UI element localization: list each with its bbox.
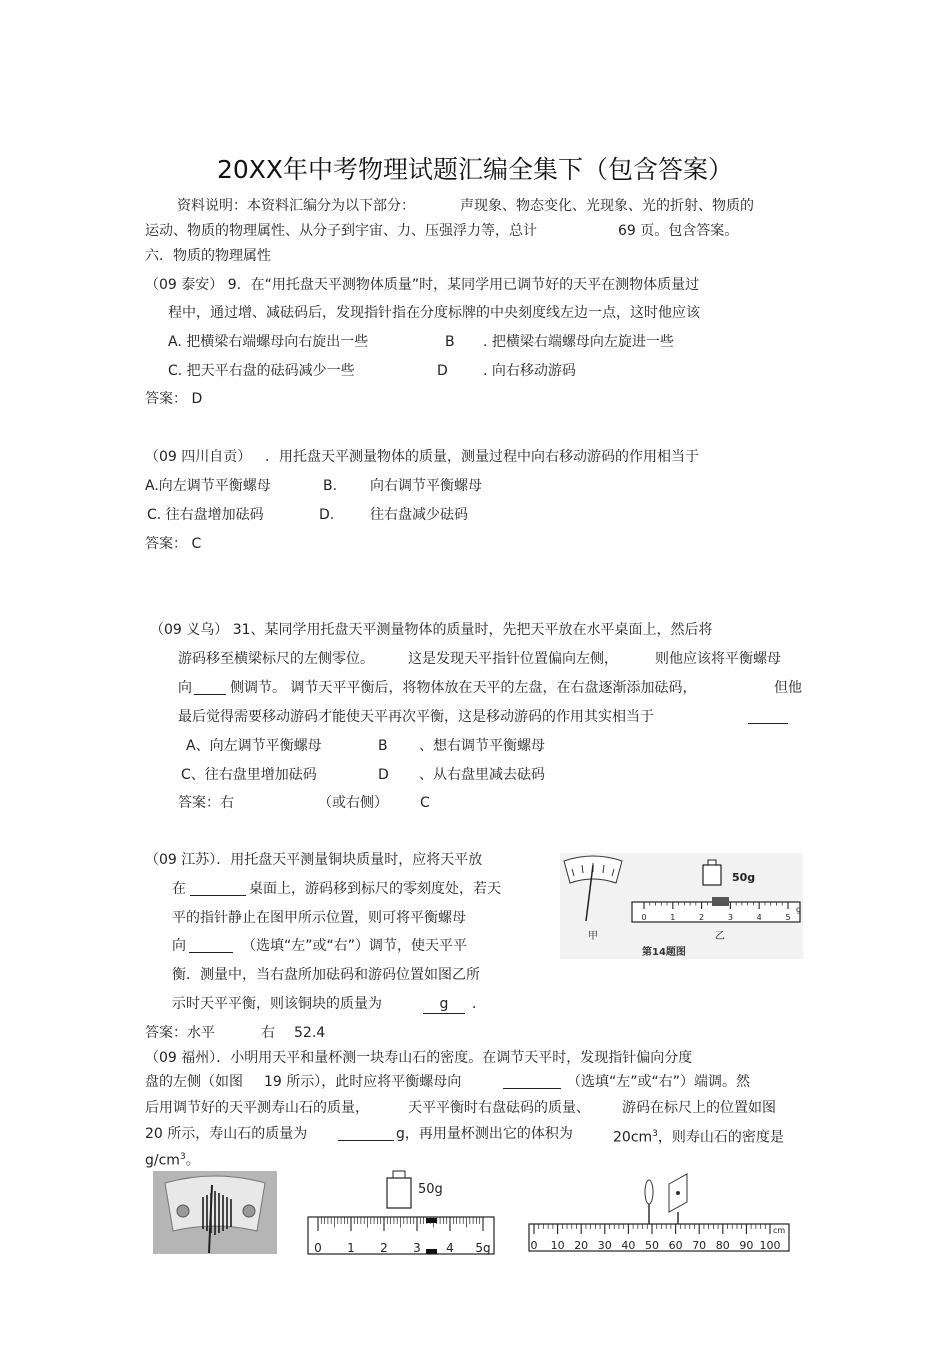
q1-line-1: （09 泰安） 9．在“用托盘天平测物体质量”时，某同学用已调节好的天平在测物体质量过 (145, 277, 700, 293)
rider-icon (712, 897, 729, 906)
q4-answer-b: 右 (261, 1025, 275, 1041)
ruler-tick-label: 60 (668, 1239, 683, 1252)
q5-line-4c (613, 1125, 784, 1147)
q4-blank-1[interactable] (190, 880, 246, 896)
q4-unit: g (439, 996, 449, 1012)
q4-scale-tick-label: 2 (699, 913, 705, 922)
q5-line-4a: 20 所示，寿山石的质量为 (145, 1126, 308, 1142)
q5-density-unit: g/cm (145, 1152, 180, 1169)
q4-line-5: 衡．测量中，当右盘所加砝码和游码位置如图乙所 (172, 967, 480, 983)
q5-scale-tick-label: 2 (380, 1241, 388, 1255)
q1-option-d-letter: D (437, 363, 448, 379)
q4-scale-tick-label: 4 (756, 913, 762, 922)
q5-scale-tick-label: 0 (314, 1241, 322, 1255)
q4-balance-figure (560, 853, 803, 959)
q1-option-b-letter: B (445, 334, 455, 350)
q3-blank-2[interactable] (748, 708, 788, 724)
q5-line-3a: 后用调节好的天平测寿山石的质量， (145, 1100, 369, 1116)
q3-answer-b: （或右侧） (318, 795, 388, 811)
q5-line-2a: 盘的左侧（如图 (145, 1074, 243, 1090)
figure-label-jia: 甲 (588, 931, 598, 942)
q2-option-b-letter: B. (323, 478, 338, 494)
q4-scale-tick-label: 1 (670, 913, 676, 922)
q5-scale-tick-label: 1 (347, 1241, 355, 1255)
q5-density-sup: 3 (179, 1152, 186, 1162)
ruler-tick-label: 100 (759, 1239, 781, 1252)
q4-line-4a: 向 (172, 938, 186, 954)
figure-label-yi: 乙 (715, 931, 725, 942)
q2-option-c: C. 往右盘增加砝码 (147, 507, 264, 523)
q5-scale-tick-label: 5g (475, 1241, 491, 1255)
q3-line-1: （09 义乌） 31、某同学用托盘天平测量物体的质量时，先把天平放在水平桌面上，然后将 (150, 622, 713, 638)
q5-rider-top-icon (426, 1218, 437, 1223)
q2-line-1b: ．用托盘天平测量物体的质量，测量过程中向右移动游码的作用相当于 (265, 449, 699, 465)
weight-label: 50g (732, 871, 756, 884)
q4-blank-3[interactable] (423, 995, 465, 1014)
intro-line-2a: 运动、物质的物理属性、从分子到宇宙、力、压强浮力等，总计 (145, 223, 537, 239)
q3-line-3c: 但他 (774, 680, 802, 696)
scale-unit: g (796, 905, 802, 914)
q5-dial-photo (153, 1171, 277, 1254)
q4-blank-2[interactable] (189, 937, 233, 953)
ruler-tick-label: 10 (550, 1239, 565, 1252)
q1-option-d: . 向右移动游码 (483, 363, 576, 379)
q2-option-a: A.向左调节平衡螺母 (145, 478, 271, 494)
q5-line-3c: 游码在标尺上的位置如图 (622, 1100, 776, 1116)
q5-line-5 (145, 1148, 200, 1170)
q1-option-a: A. 把横梁右端螺母向右旋出一些 (168, 334, 369, 350)
q2-option-d: 往右盘减少砝码 (370, 507, 468, 523)
ruler-tick-label: 90 (739, 1239, 754, 1252)
q4-scale-tick-label: 5 (785, 913, 791, 922)
q4-line-2b: 桌面上，游码移到标尺的零刻度处，若天 (249, 881, 501, 897)
q3-line-2a: 游码移至横梁标尺的左侧零位。 (178, 651, 374, 667)
q5-blank-1[interactable] (503, 1073, 561, 1089)
q5-line-4d: ，则寿山石的密度是 (657, 1129, 784, 1146)
q5-weight-label: 50g (418, 1182, 443, 1197)
q2-option-b: 向右调节平衡螺母 (370, 478, 482, 494)
section-heading: 六．物质的物理属性 (145, 248, 271, 264)
q5-line-3b: 天平平衡时右盘砝码的质量、 (408, 1100, 590, 1116)
q4-answer-c: 52.4 (294, 1025, 326, 1041)
q2-line-1a: （09 四川自贡） (145, 449, 252, 465)
ruler-tick-label: 30 (597, 1239, 612, 1252)
q5-line-5b: 。 (185, 1152, 200, 1169)
q4-scale-tick-label: 3 (727, 913, 733, 922)
q3-line-3b: 侧调节。 调节天平平衡后，将物体放在天平的左盘，在右盘逐渐添加砝码， (230, 680, 697, 696)
q3-option-a: A、向左调节平衡螺母 (186, 738, 322, 754)
q1-option-c: C. 把天平右盘的砝码减少一些 (168, 363, 355, 379)
q4-line-3: 平的指针静止在图甲所示位置，则可将平衡螺母 (172, 910, 466, 926)
q4-line-2a: 在 (172, 881, 186, 897)
q3-answer-a: 答案：右 (178, 795, 234, 811)
q5-rider-bottom-icon (426, 1249, 437, 1254)
ruler-unit: cm (773, 1226, 786, 1235)
q5-scale-tick-label: 4 (446, 1241, 454, 1255)
weight-icon (387, 1171, 411, 1208)
q5-ruler-figure (525, 1172, 793, 1256)
ruler-tick-label: 80 (715, 1239, 730, 1252)
ruler-tick-label: 40 (621, 1239, 636, 1252)
ruler-tick-label: 50 (645, 1239, 659, 1252)
q5-volume: 20cm (613, 1129, 653, 1146)
q3-blank-1[interactable] (194, 679, 226, 695)
q3-option-d-letter: D (378, 767, 389, 783)
q5-line-2c: （选填“左”或“右”）端调。然 (567, 1074, 751, 1090)
q5-blank-2[interactable] (338, 1125, 394, 1141)
q3-line-3a: 向 (178, 680, 192, 696)
q1-option-b: . 把横梁右端螺母向左旋进一些 (483, 334, 674, 350)
ruler-tick-label: 20 (574, 1239, 589, 1252)
q4-scale-tick-label: 0 (641, 913, 647, 922)
ruler-tick-label: 70 (692, 1239, 707, 1252)
ruler-tick-label: 0 (530, 1239, 538, 1252)
q5-riding-scale (308, 1217, 494, 1254)
q3-option-c: C、往右盘里增加砝码 (181, 767, 317, 783)
q4-line-4b: （选填“左”或“右”）调节，使天平平 (242, 938, 468, 954)
figure-caption: 第14题图 (642, 947, 686, 958)
page-title: 20XX年中考物理试题汇编全集下（包含答案） (216, 155, 734, 184)
q5-scale-tick-label: 3 (413, 1241, 421, 1255)
q2-option-d-letter: D. (319, 507, 335, 523)
q5-line-2b: 19 所示），此时应将平衡螺母向 (264, 1074, 462, 1090)
q3-line-2b: 这是发现天平指针位置偏向左侧， (408, 651, 618, 667)
q3-line-4: 最后觉得需要移动游码才能使天平再次平衡，这是移动游码的作用其实相当于 (178, 709, 654, 725)
lens-screen-icon (669, 1174, 687, 1224)
q1-line-2: 程中，通过增、减砝码后，发现指针指在分度标牌的中央刻度线左边一点，这时他应该 (168, 305, 700, 321)
intro-line-1b: 声现象、物态变化、光现象、光的折射、物质的 (460, 198, 754, 214)
q3-answer-c: C (420, 795, 430, 811)
q5-scale-figure (305, 1170, 497, 1258)
candle-icon (645, 1180, 653, 1224)
intro-line-2b: 69 页。包含答案。 (618, 223, 739, 239)
q3-option-d: 、从右盘里减去砝码 (419, 767, 545, 783)
q5-volume-sup: 3 (652, 1129, 658, 1139)
q3-line-2c: 则他应该将平衡螺母 (655, 651, 781, 667)
q1-answer: 答案： D (145, 391, 203, 407)
q4-line-6a: 示时天平平衡，则该铜块的质量为 (172, 996, 382, 1012)
q3-option-b-letter: B (378, 738, 388, 754)
q5-line-1: （09 福州）．小明用天平和量杯测一块寿山石的密度。在调节天平时，发现指针偏向分度 (145, 1050, 693, 1066)
q4-answer-a: 答案：水平 (145, 1025, 215, 1041)
q2-answer: 答案： C (145, 536, 202, 552)
q4-line-1: （09 江苏）．用托盘天平测量铜块质量时，应将天平放 (145, 852, 483, 868)
intro-line-1a: 资料说明：本资料汇编分为以下部分： (177, 198, 415, 214)
q4-line-6-end: ． (472, 996, 486, 1012)
q5-line-4b: g，再用量杯测出它的体积为 (396, 1126, 573, 1142)
q3-option-b: 、想右调节平衡螺母 (419, 738, 545, 754)
